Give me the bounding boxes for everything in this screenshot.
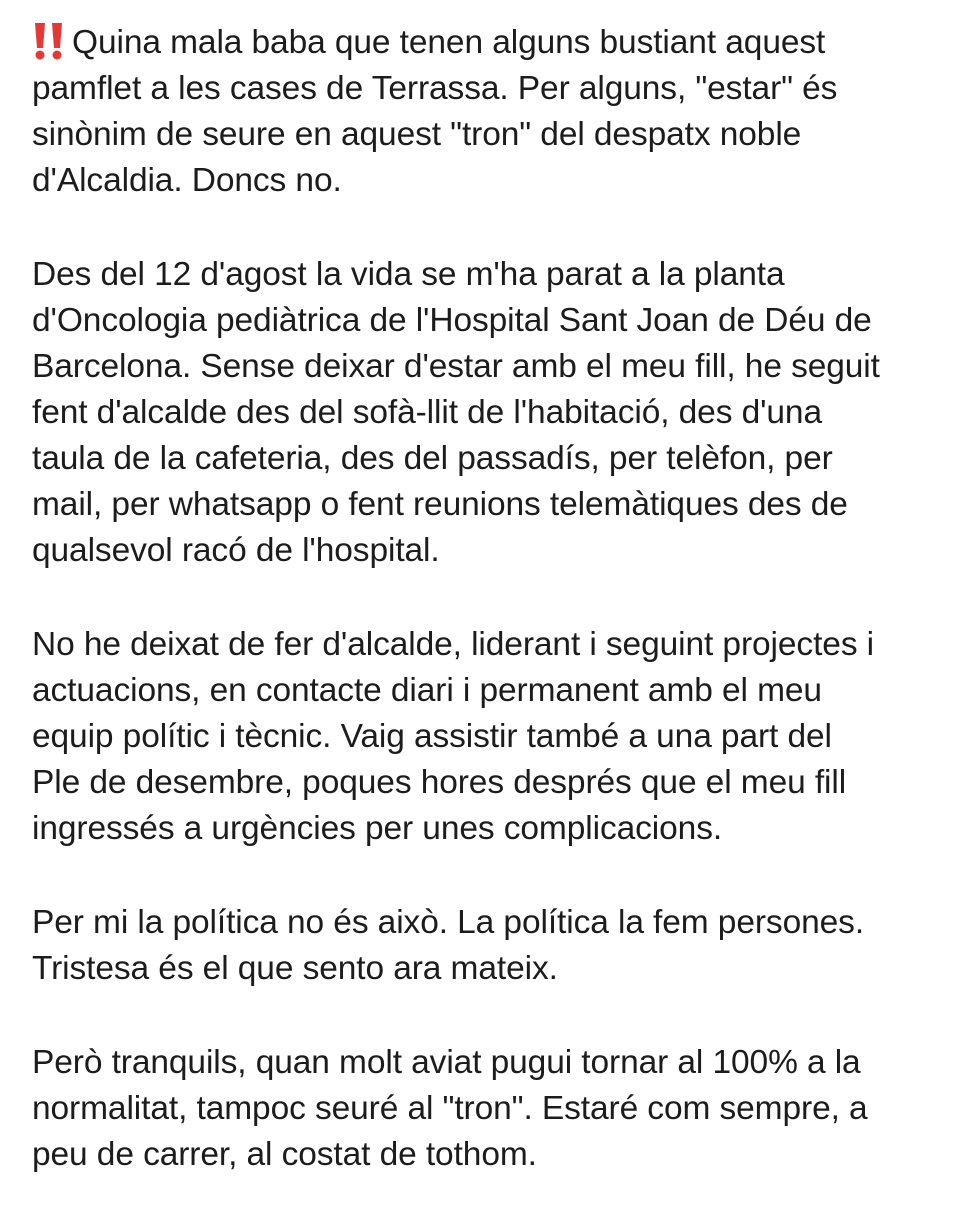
paragraph-4 (32, 900, 952, 992)
text-line: equip polític i tècnic. Vaig assistir també a una part del (32, 718, 832, 755)
double-exclamation-icon (32, 21, 68, 61)
text-line: taula de la cafeteria, des del passadís, per telèfon, per (32, 440, 833, 477)
text-line: ingressés a urgències per unes complicacions. (32, 810, 723, 847)
text-line: pamflet a les cases de Terrassa. Per alguns, "estar" és (32, 70, 838, 107)
text-line: Per mi la política no és això. La política la fem persones. (32, 904, 865, 941)
text-line: qualsevol racó de l'hospital. (32, 532, 440, 569)
text-line: Quina mala baba que tenen alguns bustiant aquest (32, 20, 952, 66)
text-line: Tristesa és el que sento ara mateix. (32, 950, 558, 987)
text-line: sinònim de seure en aquest "tron" del despatx noble (32, 116, 802, 153)
text-line: peu de carrer, al costat de tothom. (32, 1136, 537, 1173)
text-line: d'Alcaldia. Doncs no. (32, 162, 342, 199)
post-body (32, 20, 952, 1226)
text-line: Ple de desembre, poques hores després que el meu fill (32, 764, 847, 801)
text-line: d'Oncologia pediàtrica de l'Hospital Sant Joan de Déu de (32, 302, 872, 339)
paragraph-2 (32, 252, 952, 574)
text-line: Barcelona. Sense deixar d'estar amb el meu fill, he seguit (32, 348, 880, 385)
paragraph-1 (32, 20, 952, 204)
paragraph-3 (32, 622, 952, 852)
text-line: fent d'alcalde des del sofà-llit de l'habitació, des d'una (32, 394, 822, 431)
text-line: normalitat, tampoc seuré al "tron". Estaré com sempre, a (32, 1090, 868, 1127)
text-line: Però tranquils, quan molt aviat pugui tornar al 100% a la (32, 1044, 861, 1081)
text-line: No he deixat de fer d'alcalde, liderant i seguint projectes i (32, 626, 875, 663)
text-line: actuacions, en contacte diari i permanent amb el meu (32, 672, 822, 709)
paragraph-5 (32, 1040, 952, 1178)
text-line: Des del 12 d'agost la vida se m'ha parat a la planta (32, 256, 785, 293)
text-line: mail, per whatsapp o fent reunions telemàtiques des de (32, 486, 848, 523)
